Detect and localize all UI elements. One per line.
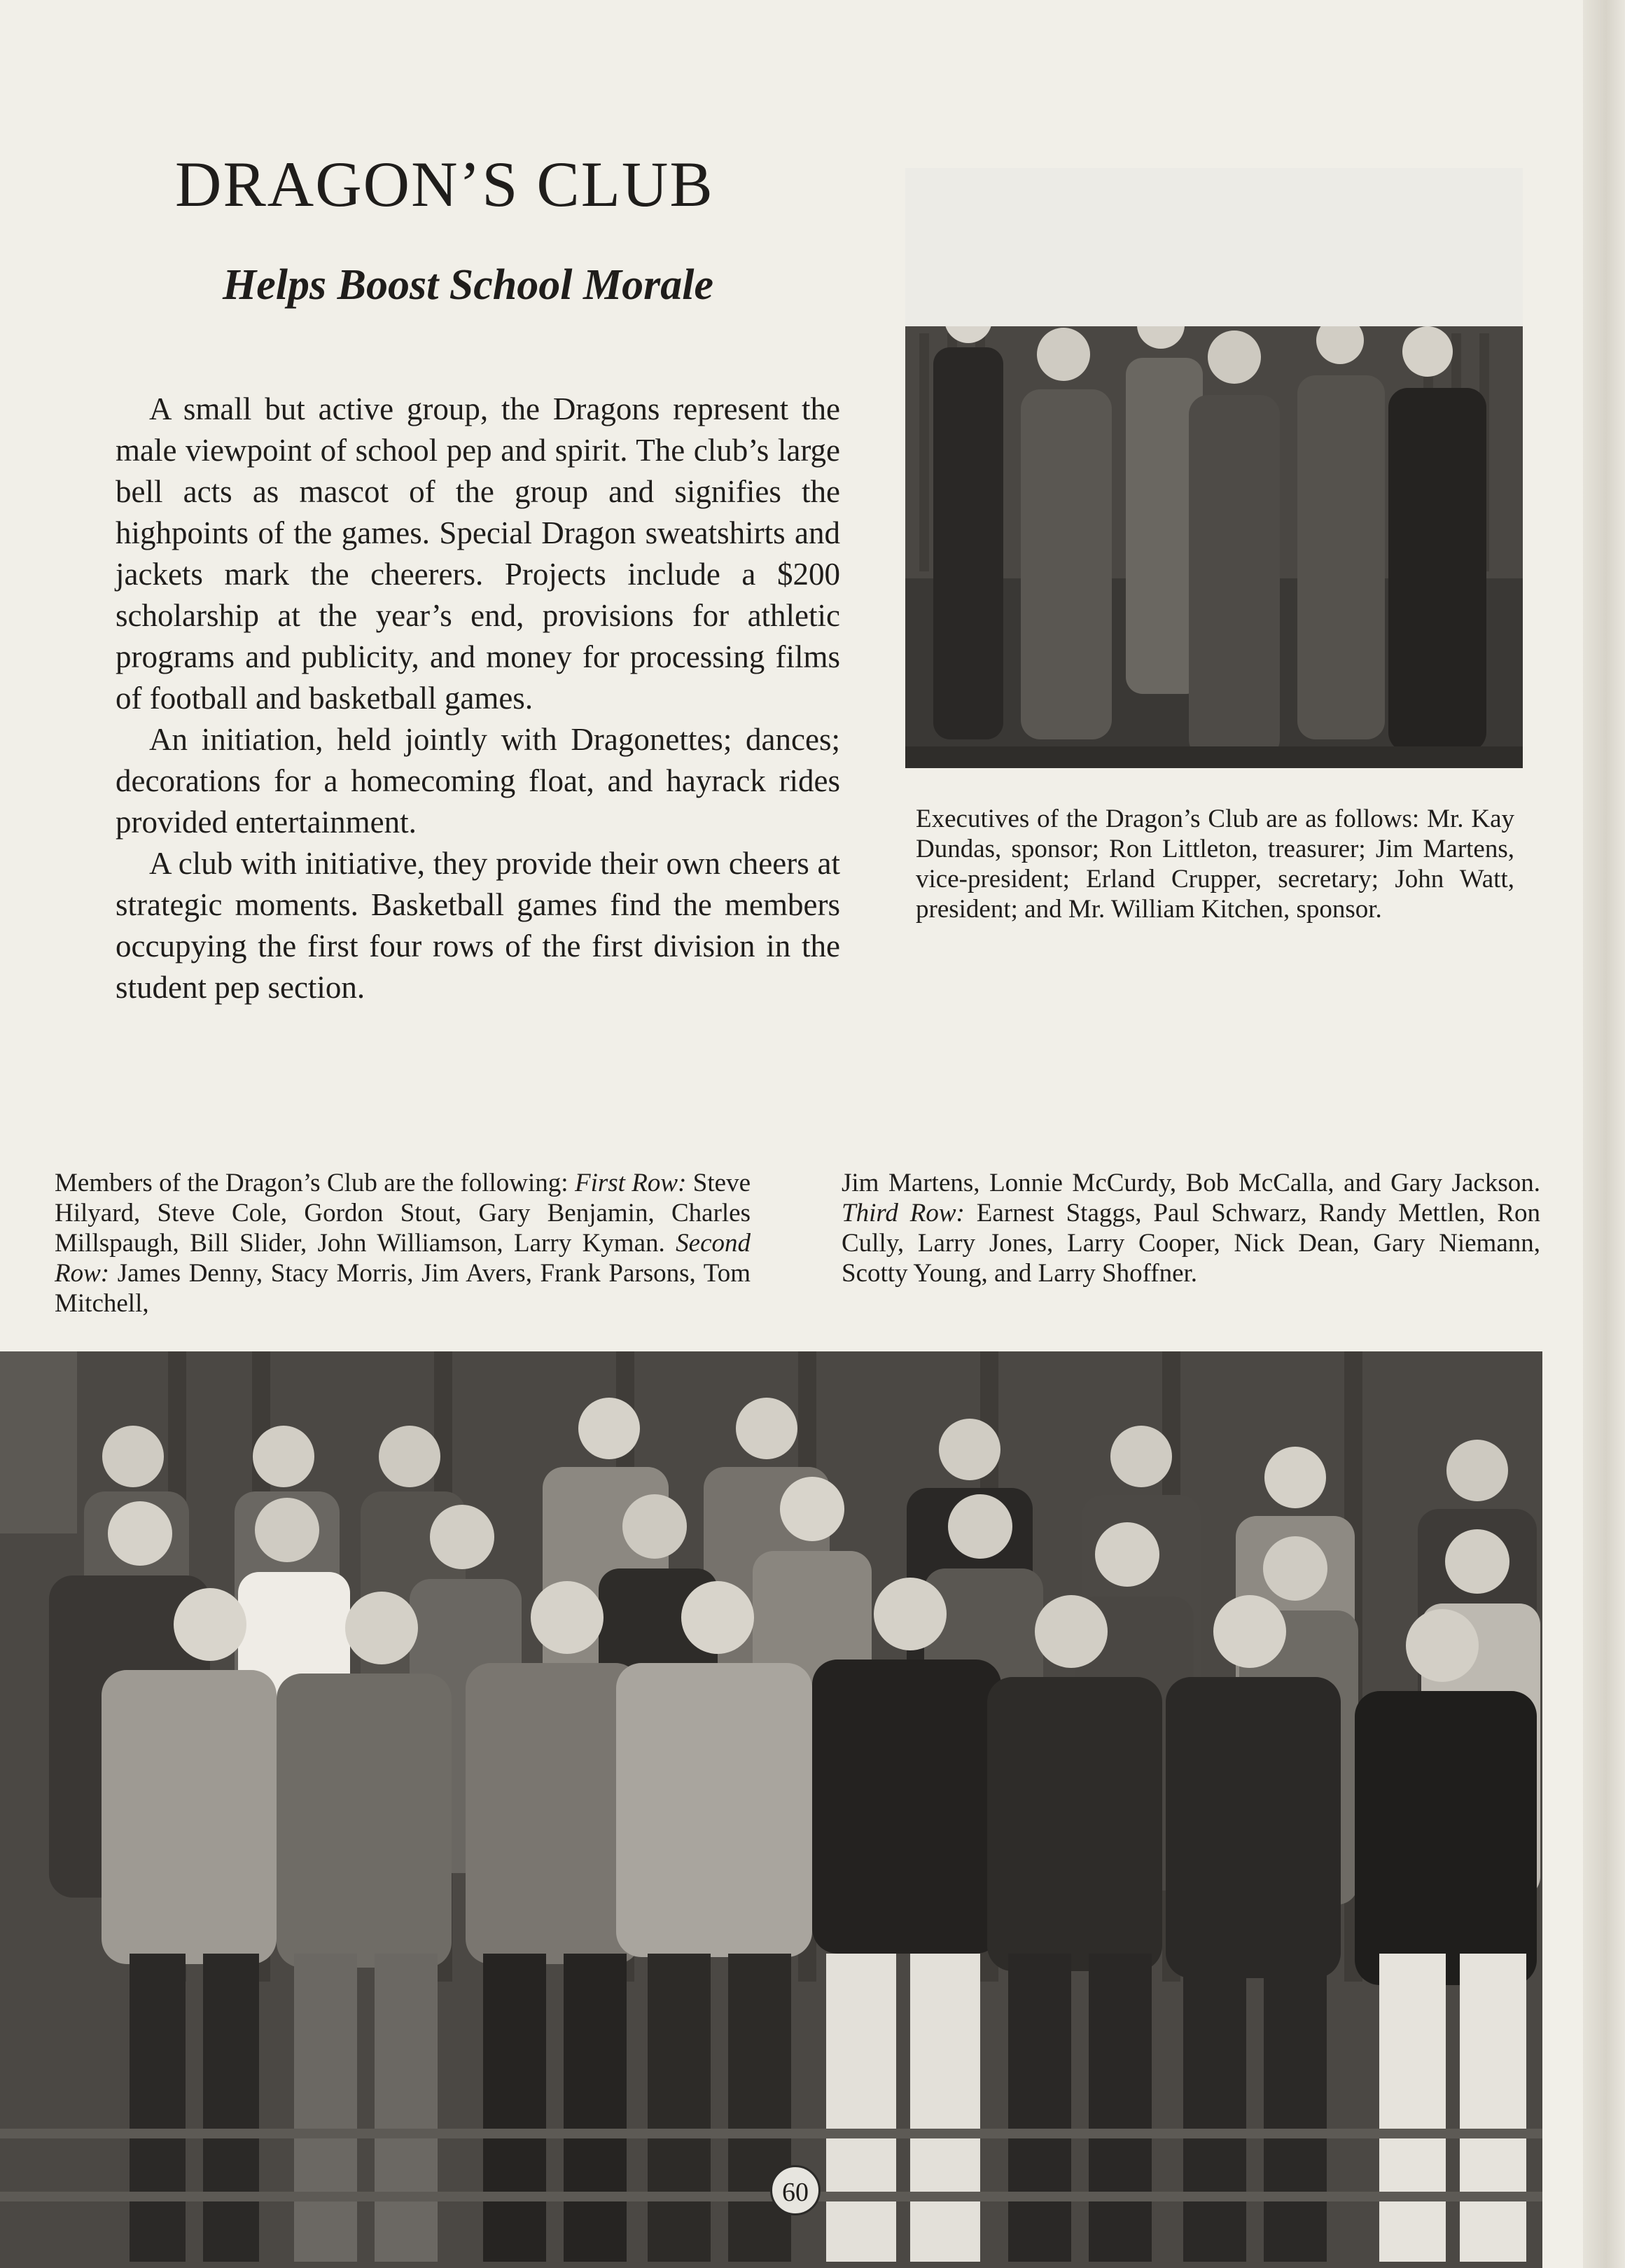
- page-title: DRAGON’S CLUB: [175, 148, 714, 220]
- article-paragraph: A small but active group, the Dragons represent the male viewpoint of school pep and spirit. The club’s large bell acts as mascot of the group and signifies the highpoints of the games. Special Dragon sweatshirts and jackets mark the cheerers. Projects include a $200 scholarship at the year’s end, provisions for athletic programs and publicity, and money for processing films of football and basketball games.: [116, 391, 840, 716]
- page-number: 60: [770, 2165, 821, 2215]
- third-row-label: Third Row:: [842, 1199, 965, 1227]
- members-caption-column-2: [842, 1168, 1540, 1288]
- executives-photo-backdrop: [905, 168, 1523, 329]
- page-edge-shadow: [1583, 0, 1625, 2268]
- article-paragraph: An initiation, held jointly with Dragonettes; dances; decorations for a homecoming float, and hayrack rides provided entertainment.: [116, 722, 840, 840]
- second-row-names-part-2: Jim Martens, Lonnie McCurdy, Bob McCalla, and Gary Jackson.: [842, 1169, 1540, 1197]
- third-row-names: Earnest Staggs, Paul Schwarz, Randy Mettlen, Ron Cully, Larry Jones, Larry Cooper, Nick Dean, Gary Niemann, Scotty Young, and Larry Shoffner.: [842, 1199, 1540, 1288]
- second-row-names-part-1: James Denny, Stacy Morris, Jim Avers, Frank Parsons, Tom Mitchell,: [55, 1259, 751, 1318]
- members-caption-intro: Members of the Dragon’s Club are the following:: [55, 1169, 575, 1197]
- article-paragraph: A club with initiative, they provide their own cheers at strategic moments. Basketball games find the members occupying the first four rows of the first division in the student pep section.: [116, 846, 840, 1005]
- first-row-names: Steve Hilyard, Steve Cole, Gordon Stout, Gary Benjamin, Charles Millspaugh, Bill Slider, John Williamson, Larry Kyman.: [55, 1169, 751, 1258]
- page-subtitle: Helps Boost School Morale: [223, 261, 714, 309]
- members-caption-column-1: [55, 1168, 751, 1319]
- executives-photo: [905, 326, 1523, 768]
- executives-caption: Executives of the Dragon’s Club are as follows: Mr. Kay Dundas, sponsor; Ron Littleton, treasurer; Jim Martens, vice-president; Erland Crupper, secretary; John Watt, president; and Mr. William Kitchen, sponsor.: [916, 805, 1514, 924]
- article-body: [116, 389, 840, 1008]
- members-group-photo: [0, 1351, 1542, 2268]
- second-row-label: Second Row:: [55, 1229, 751, 1288]
- first-row-label: First Row:: [574, 1169, 687, 1197]
